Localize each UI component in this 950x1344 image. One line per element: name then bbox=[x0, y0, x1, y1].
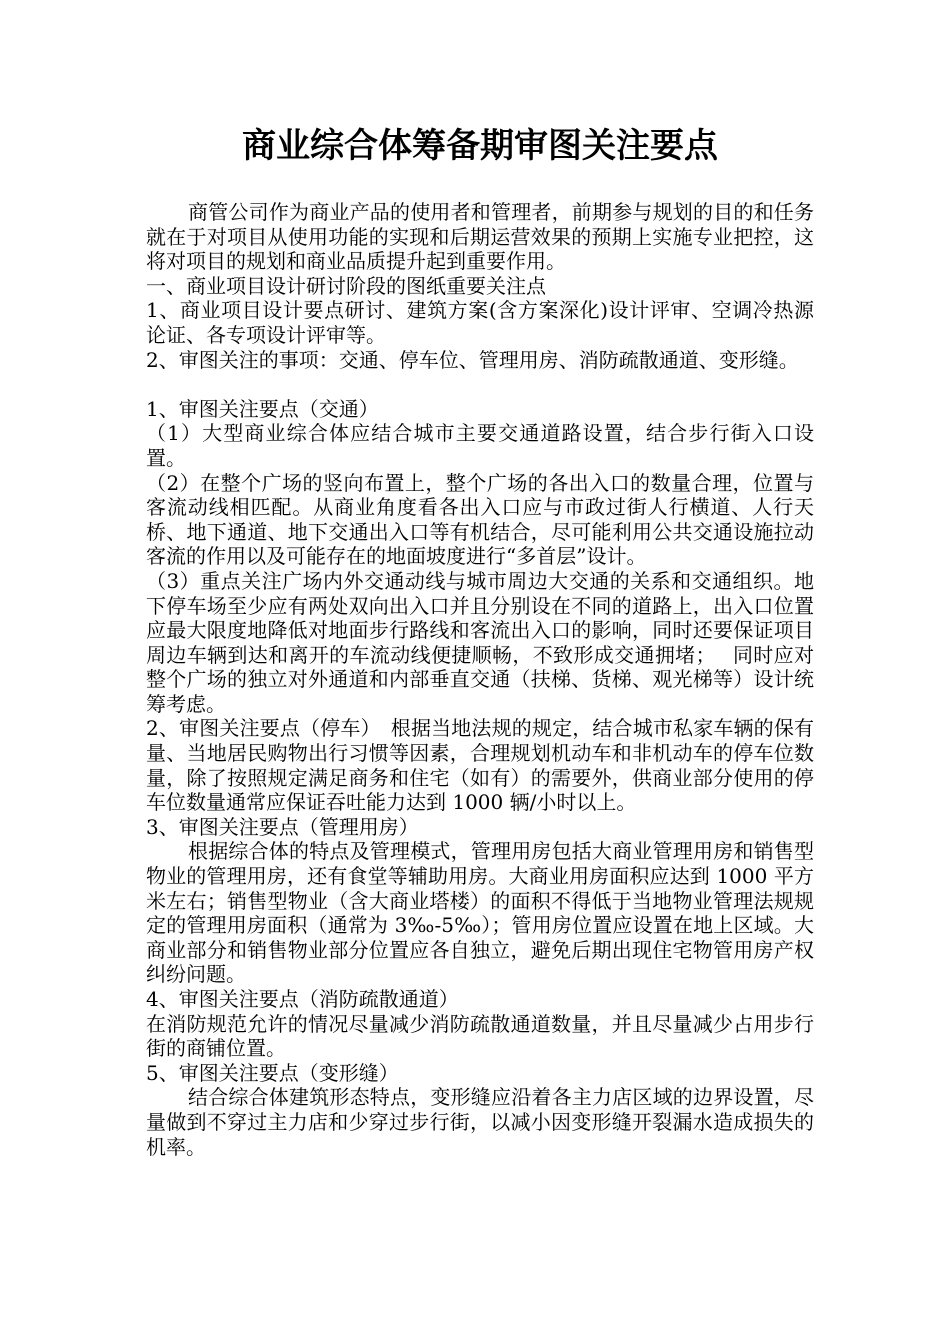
section-heading-1: 一、商业项目设计研讨阶段的图纸重要关注点 bbox=[146, 273, 546, 298]
subheading-joint: 5、审图关注要点（变形缝） bbox=[146, 1060, 399, 1085]
joint-paragraph: 结合综合体建筑形态特点，变形缝应沿着各主力店区域的边界设置，尽量做到不穿过主力店和少穿过步行街，以减小因变形缝开裂漏水造成损失的机率。 bbox=[146, 1085, 814, 1159]
document-body bbox=[146, 200, 814, 1159]
management-paragraph: 根据综合体的特点及管理模式，管理用房包括大商业管理用房和销售型物业的管理用房，还有食堂等辅助用房。大商业用房面积应达到 1000 平方米左右；销售型物业（含大商业塔楼）的面积不得低于当地物业管理法规规定的管理用房面积（通常为 3‰-5‰）；管用房位置应设置在地上区域。大商业部分和销售物业部分位置应各自独立，避免后期出现住宅物管用房产权纠纷问题。 bbox=[146, 839, 814, 987]
traffic-point-2: （2）在整个广场的竖向布置上，整个广场的各出入口的数量合理，位置与客流动线相匹配。从商业角度看各出入口应与市政过街人行横道、人行天桥、地下通道、地下交通出入口等有机结合，尽可能利用公共交通设施拉动客流的作用以及可能存在的地面坡度进行“多首层”设计。 bbox=[146, 470, 814, 569]
intro-paragraph: 商管公司作为商业产品的使用者和管理者，前期参与规划的目的和任务就在于对项目从使用功能的实现和后期运营效果的预期上实施专业把控，这将对项目的规划和商业品质提升起到重要作用。 bbox=[146, 200, 814, 274]
fire-exit-paragraph: 在消防规范允许的情况尽量减少消防疏散通道数量，并且尽量减少占用步行街的商铺位置。 bbox=[146, 1011, 814, 1061]
subheading-traffic: 1、审图关注要点（交通） bbox=[146, 396, 379, 421]
parking-paragraph: 2、审图关注要点（停车） 根据当地法规的规定，结合城市私家车辆的保有量、当地居民购物出行习惯等因素，合理规划机动车和非机动车的停车位数量，除了按照规定满足商务和住宅（如有）的需要外，供商业部分使用的停车位数量通常应保证吞吐能力达到 1000 辆/小时以上。 bbox=[146, 716, 814, 815]
paragraph-item-2: 2、审图关注的事项：交通、停车位、管理用房、消防疏散通道、变形缝。 bbox=[146, 347, 799, 372]
subheading-fire-exit: 4、审图关注要点（消防疏散通道） bbox=[146, 987, 459, 1011]
traffic-point-1: （1）大型商业综合体应结合城市主要交通道路设置，结合步行街入口设置。 bbox=[146, 421, 814, 470]
document-title: 商业综合体筹备期审图关注要点 bbox=[242, 126, 718, 166]
blank-line bbox=[146, 372, 814, 397]
paragraph-item-1: 1、商业项目设计要点研讨、建筑方案(含方案深化)设计评审、空调冷热源论证、各专项设计评审等。 bbox=[146, 298, 814, 347]
traffic-point-3: （3）重点关注广场内外交通动线与城市周边大交通的关系和交通组织。地下停车场至少应有两处双向出入口并且分别设在不同的道路上，出入口位置应最大限度地降低对地面步行路线和客流出入口的影响，同时还要保证项目周边车辆到达和离开的车流动线便捷顺畅，不致形成交通拥堵； 同时应对整个广场的独立对外通道和内部垂直交通（扶梯、货梯、观光梯等）设计统筹考虑。 bbox=[146, 568, 814, 716]
document-page bbox=[146, 122, 814, 1159]
subheading-management: 3、审图关注要点（管理用房） bbox=[146, 814, 419, 839]
